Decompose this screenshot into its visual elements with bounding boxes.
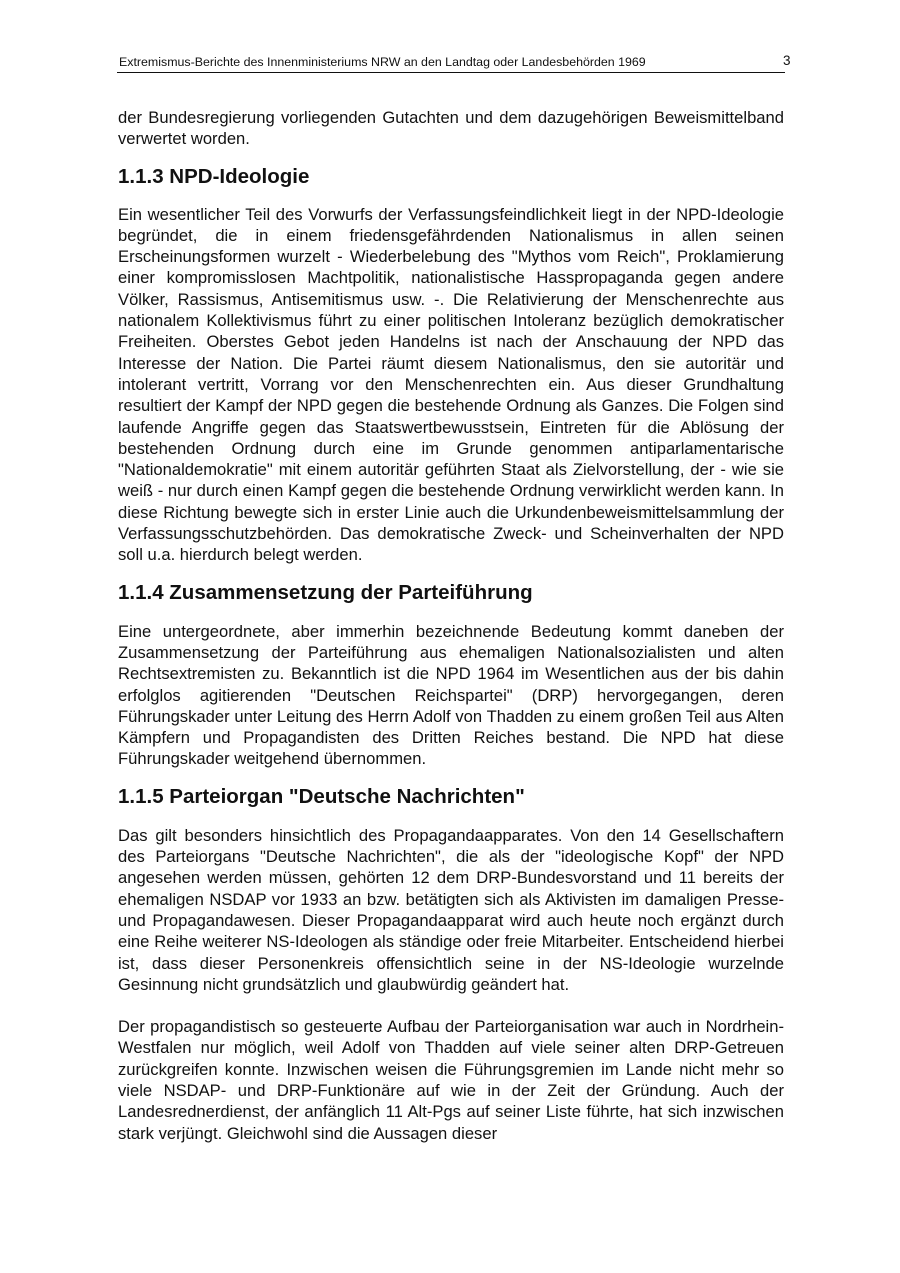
section-paragraph-npd-ideologie: Ein wesentlicher Teil des Vorwurfs der Verfassungsfeindlichkeit liegt in der NPD-Ideologie begründet, die in einem friedensgefährdenden Nationalismus in allen seinen Erscheinungsformen wurzelt - Wiederbelebung des "Mythos vom Reich", Proklamierung einer kompromisslosen Machtpolitik, nationalistische Hasspropaganda gegen andere Völker, Rassismus, Antisemitismus usw. -. Die Relativierung der Menschenrechte aus nationalem Kollektivismus führt zu einer politischen Intoleranz bezüglich demokratischer Freiheiten. Oberstes Gebot jeden Handelns ist nach der Anschauung der NPD das Interesse der Nation. Die Partei räumt diesem Nationalismus, den sie autoritär und intolerant vertritt, Vorrang vor den Menschenrechten ein. Aus dieser Grundhaltung resultiert der Kampf der NPD gegen die bestehende Ordnung als Ganzes. Die Folgen sind laufende Angriffe gegen das Staatswertbewusstsein, Eintreten für die Ablösung der bestehenden Ordnung durch eine im Grunde genommen antiparlamentarische "Nationaldemokratie" mit einem autoritär geführten Staat als Zielvorstellung, der - wie sie weiß - nur durch einen Kampf gegen die bestehende Ordnung verwirklicht werden kann. In diese Richtung bewegte sich in erster Linie auch die Urkundenbeweismittelsammlung der Verfassungsschutzbehörden. Das demokratische Zweck- und Scheinverhalten der NPD soll u.a. hierdurch belegt werden. [118,204,784,565]
section-paragraph-parteifuehrung: Eine untergeordnete, aber immerhin bezeichnende Bedeutung kommt daneben der Zusammensetzung der Parteiführung aus ehemaligen Nationalsozialisten und alten Rechtsextremisten zu. Bekanntlich ist die NPD 1964 im Wesentlichen aus der bis dahin erfolglos agitierenden "Deutschen Reichspartei" (DRP) hervorgegangen, deren Führungskader unter Leitung des Herrn Adolf von Thadden zu einem großen Teil aus Alten Kämpfern und Propagandisten des Dritten Reiches bestand. Die NPD hat diese Führungskader weitgehend übernommen. [118,621,784,769]
section-paragraph-parteiorgan-1: Das gilt besonders hinsichtlich des Propagandaapparates. Von den 14 Gesellschaftern des Parteiorgans "Deutsche Nachrichten", die als der "ideologische Kopf" der NPD angesehen werden müssen, gehörten 12 dem DRP-Bundesvorstand und 11 bereits der ehemaligen NSDAP vor 1933 an bzw. betätigten sich als Aktivisten im damaligen Presse- und Propagandawesen. Dieser Propagandaapparat wird auch heute noch ergänzt durch eine Reihe weiterer NS-Ideologen als ständige oder freie Mitarbeiter. Entscheidend hierbei ist, dass dieser Personenkreis offensichtlich seine in der NS-Ideologie wurzelnde Gesinnung nicht grundsätzlich und glaubwürdig geändert hat. [118,825,784,994]
section-paragraph-parteiorgan-2: Der propagandistisch so gesteuerte Aufbau der Parteiorganisation war auch in Nordrhein-Westfalen nur möglich, weil Adolf von Thadden auf viele seiner alten DRP-Getreuen zurückgreifen konnte. Inzwischen weisen die Führungsgremien im Lande nicht mehr so viele NSDAP- und DRP-Funktionäre auf wie in der Zeit der Gründung. Auch der Landesrednerdienst, der anfänglich 11 Alt-Pgs auf seiner Liste führte, hat sich inzwischen stark verjüngt. Gleichwohl sind die Aussagen dieser [118,1017,784,1143]
document-body [118,107,784,1144]
running-header [117,54,785,73]
section-heading-parteifuehrung: 1.1.4 Zusammensetzung der Parteiführung [118,580,533,604]
intro-paragraph: der Bundesregierung vorliegenden Gutachten und dem dazugehörigen Beweismittelband verwertet worden. [118,108,784,149]
section-heading-parteiorgan: 1.1.5 Parteiorgan "Deutsche Nachrichten" [118,784,525,808]
header-title: Extremismus-Berichte des Innenministeriums NRW an den Landtag oder Landesbehörden 1969 [119,55,646,69]
section-heading-npd-ideologie: 1.1.3 NPD-Ideologie [118,164,310,188]
page-number: 3 [783,53,791,68]
